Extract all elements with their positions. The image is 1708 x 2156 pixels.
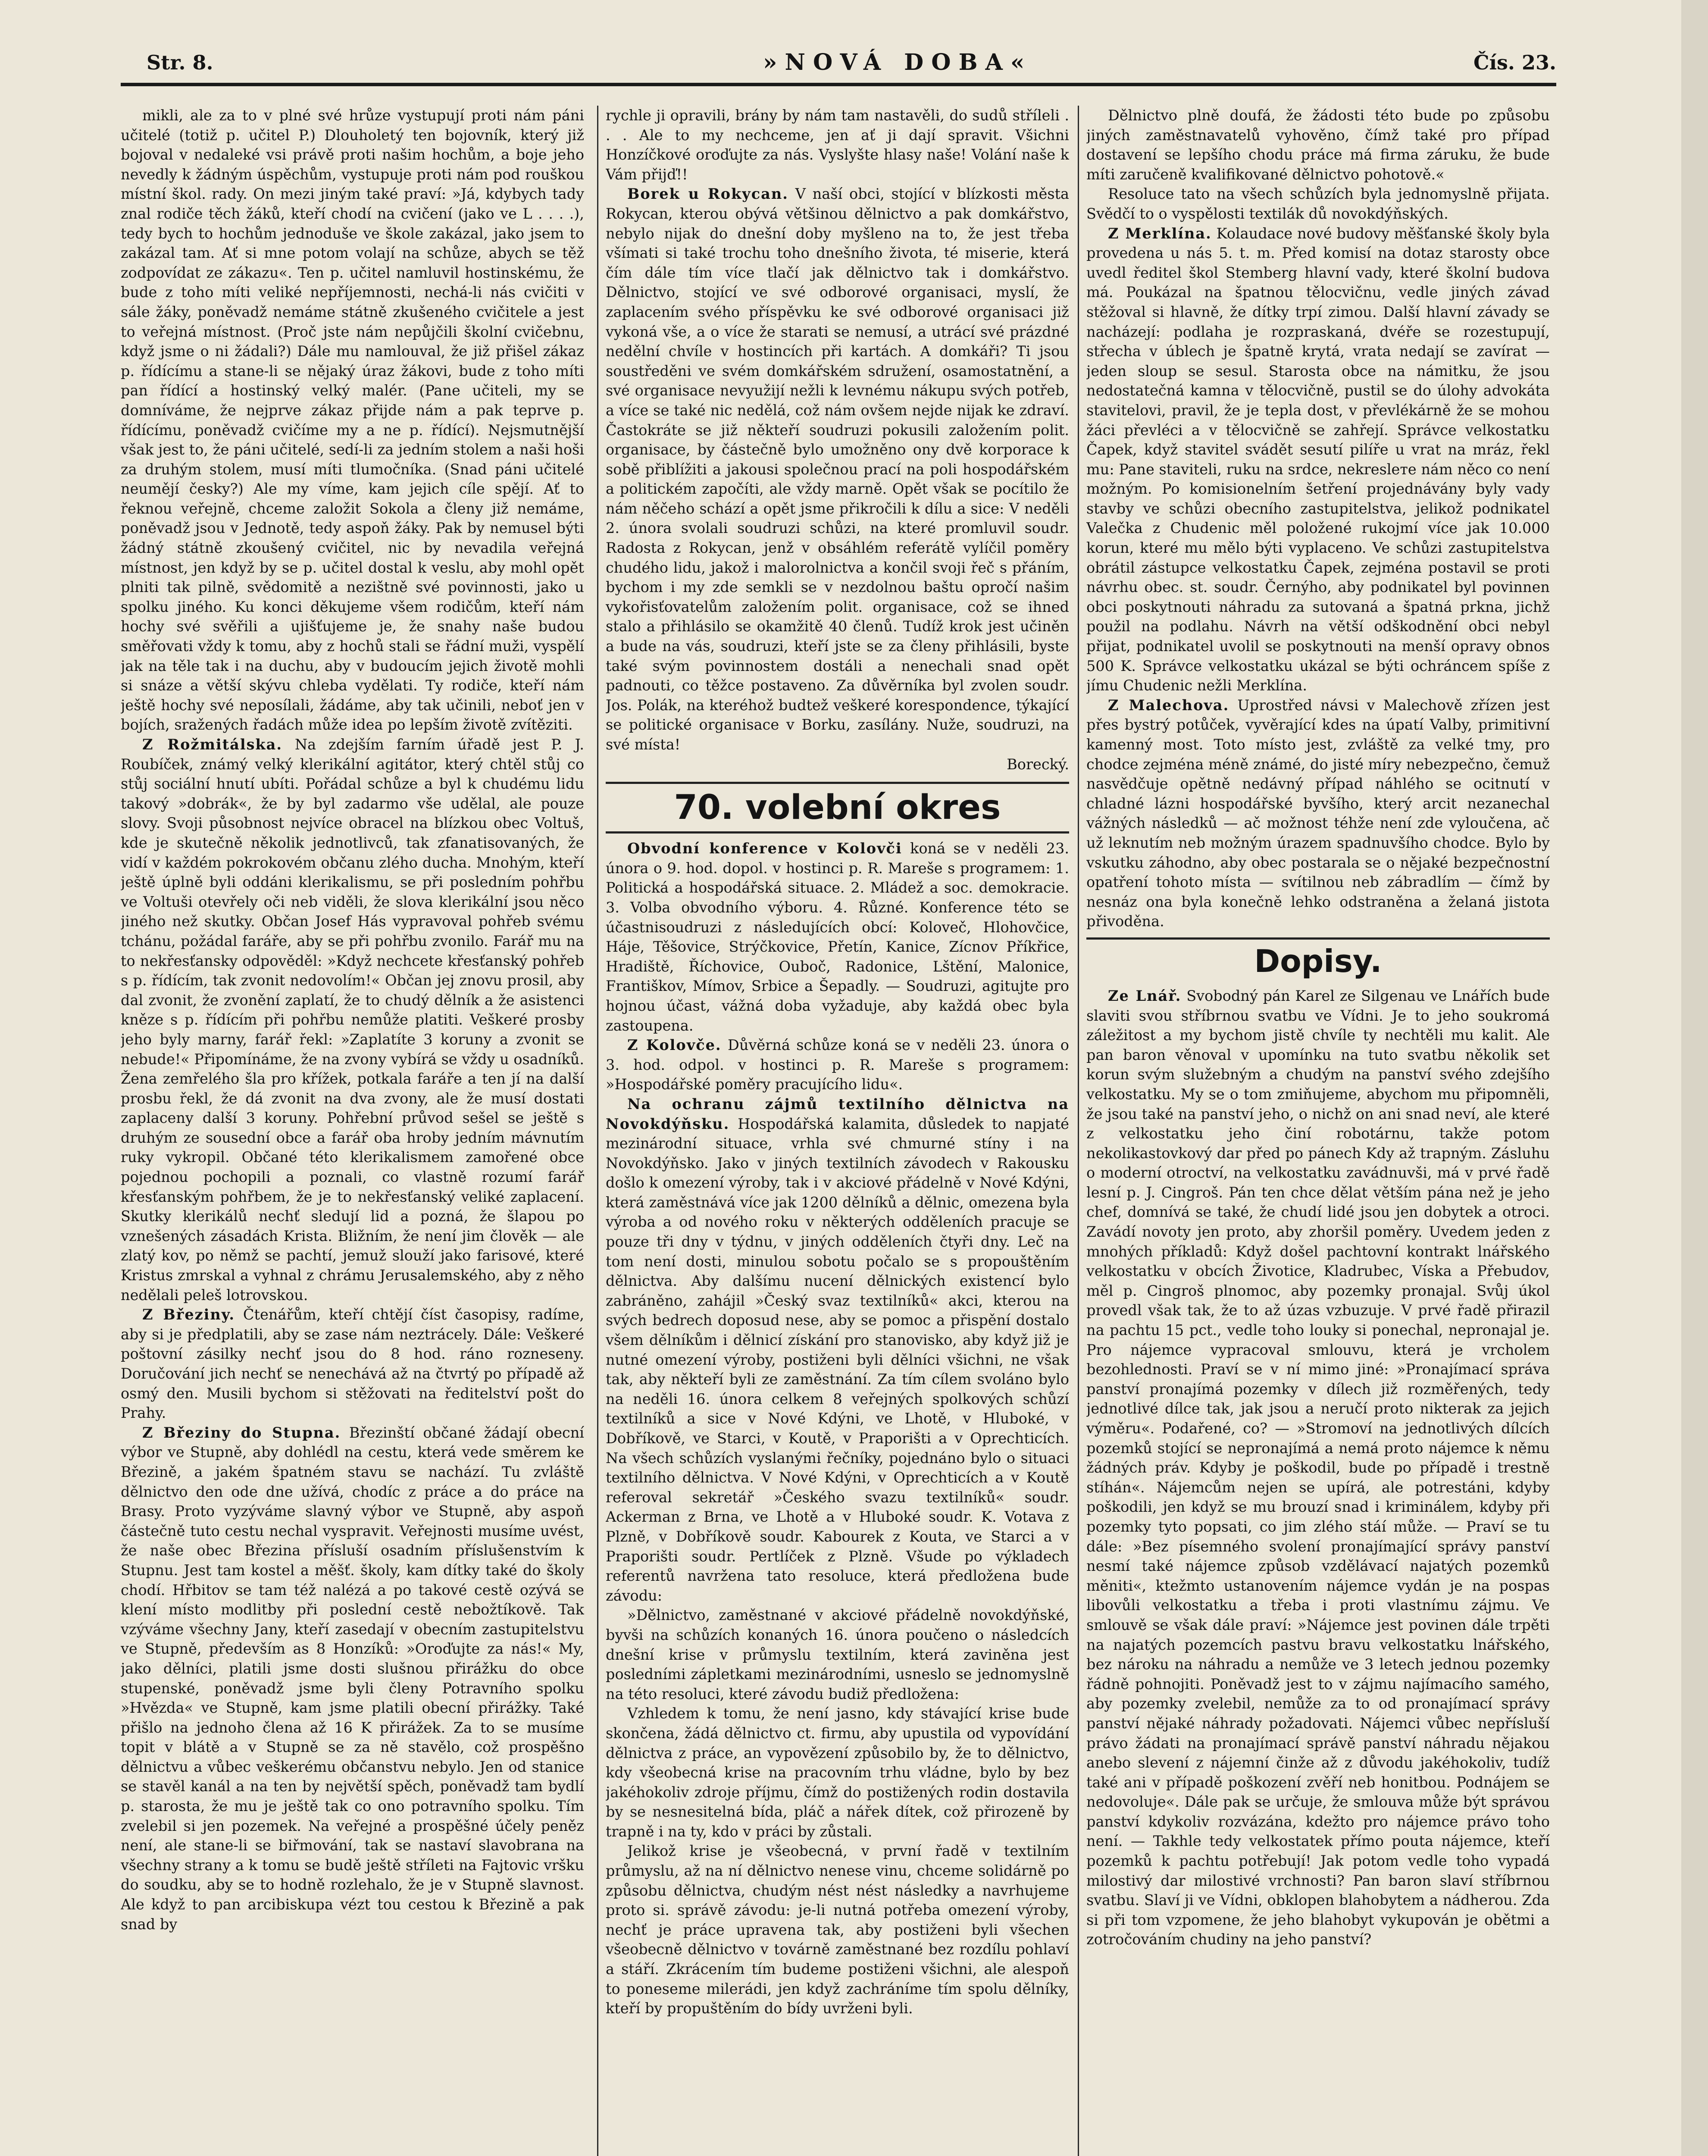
article-headline: Z Březiny. <box>142 1306 235 1323</box>
page-number: Str. 8. <box>147 51 213 74</box>
article-paragraph <box>121 106 584 735</box>
article-paragraph <box>1086 184 1550 223</box>
article-paragraph <box>121 1305 584 1423</box>
article-paragraph <box>606 1704 1069 1841</box>
article-headline: Z Malechova. <box>1108 696 1229 714</box>
page-header <box>121 43 1556 86</box>
article-text: Vzhledem k tomu, že není jasno, kdy stávající krise bude skončena, žádá dělnictvo ct. firmu, aby upustila od vypovídání dělnictva z práce, an vypovězení způsobilo by, že to dělnictvo, kdy všeobecná krise na pracovním trhu vládne, bylo by bez jakéhokoliv zdroje příjmu, čímž do postižených rodin dostavila by se nesnesitelná bída, pláč a nářek dítek, což přirozeně by trapně i na ty, kdo v práci by zůstali. <box>606 1705 1069 1840</box>
article-paragraph <box>606 839 1069 1035</box>
article-text: Resoluce tato na všech schůzích byla jednomyslně přijata. Svědčí to o vyspělosti textilák dů novokdýňských. <box>1086 185 1550 222</box>
article-paragraph <box>121 735 584 1305</box>
article-paragraph <box>1086 224 1550 696</box>
article-text: Dělnictvo plně doufá, že žádosti této bude po způsobu jiných zaměstnavatelů vyhověno, čímž také pro případ dostavení se lepšího chodu práce má firma záruku, že bude míti zaručeně kvalifikované dělnictvo pohotově.« <box>1086 107 1550 183</box>
article-text: rychle ji opravili, brány by nám tam nastavěli, do sudů stříleli . . . Ale to my nechceme, jen ať ji dají spravit. Všichni Honzíčkové oroďujte za nás. Vyslyšte hlasy naše! Volání naše k Vám přijď!! <box>606 107 1069 183</box>
article-headline: Obvodní konference v Kolovči <box>627 840 902 857</box>
article-headline: Ze Lnář. <box>1108 987 1182 1004</box>
article-text: Hospodářská kalamita, důsledek to napjaté mezinárodní situace, vrhla své chmurné stíny i na Novokdýňsko. Jako v jiných textilních závodech v Rakousku došlo k omezení výroby, tak i v akciové přádelně v Nové Kdýni, která zaměstnává více jak 1200 dělníků a dělnic, omezena byla výroba a od nového roku v některých odděleních pracuje se pouze tři dny v týdnu, v jiných odděleních čtyři dny. Leč na tom není dosti, minulou sobotu počalo se s propouštěním dělnictva. Aby dalšímu nucení dělnických existencí bylo zabráněno, zahájil »Český svaz textilníků« akci, kterou na svých bedrech doposud nese, aby se pomoc a přispění dostalo všem dělníkům i dělnicí získání pro stanovisko, aby když již je nutné omezení výroby, postiženi byli dělníci všichni, ne však tak, aby někteří byli ze zaměstnání. Za tím cílem svoláno bylo na neděli 16. února celkem 8 veřejných spolkových schůzí textilníků a sice v Nové Kdýni, ve Lhotě, v Hluboké, v Dobříkově, ve Starci, v Koutě, v Praporišti a v Oprechticích. Na všech schůzích vyslanými řečníky, pojednáno bylo o situaci textilního dělnictva. V Nové Kdýni, v Oprechticích a v Koutě referoval sekretář »Českého svazu textilníků« soudr. Ackerman z Brna, ve Lhotě a v Hluboké soudr. K. Votava z Plzně, v Dobříkově soudr. Kabourek z Kouta, ve Starci a v Praporišti soudr. Pertlíček z Plzně. Všude po výkladech referentů navržena tato resoluce, která předložena bude závodu: <box>606 1115 1069 1604</box>
article-headline: Z Rožmitálska. <box>142 736 283 753</box>
article-paragraph <box>606 1605 1069 1704</box>
issue-number: Čís. 23. <box>1473 51 1556 74</box>
article-paragraph <box>1086 106 1550 184</box>
article-text: Na zdejším farním úřadě jest P. J. Roubíček, známý velký klerikální agitátor, který chtěl stůj co stůj sociální hnutí ubíti. Pořádal schůze a byl k chudému lidu takový »dobrák«, že by byl zadarmo vše udělal, ale pouze slovy. Svoji působnost nejvíce obracel na blízkou obec Voltuš, kde je skutečně několik jednotlivců, tak zfanatisovaných, že vidí v každém pokrokovém občanu zlého ducha. Mnohým, kteří ještě úplně byli oddáni klerikalismu, se při posledním pohřbu ve Voltuši otevřely oči neb viděli, že slova klerikální jsou něco jiného než skutky. Občan Josef Hás vypravoval pohřeb svému tchánu, požádal faráře, aby se při pohřbu zvonilo. Farář mu na to nekřesťansky odpověděl: »Když nechcete křesťanský pohřeb s p. řídícím, tak zvonit nedovolím!« Občan jej znovu prosil, aby dal zvonit, že zvonění zaplatí, že to chudý dělník a že asistenci kněze s p. řídícím při pohřbu nemůže platiti. Veškeré prosby jeho byly marny, farář řekl: »Zaplatíte 3 koruny a zvonit se nebude!« Připomínáme, že na zvony vybírá se vždy u osadníků. Žena zemřelého šla pro křížek, potkala faráře a ten jí na další prosbu řekl, že dá zvonit na dva zvony, ale že musí dostati zaplaceny další 3 koruny. Pohřební průvod sešel se ještě s druhým ze sousední obce a farář oba hroby jedním mávnutím ruky vykropil. Občané této klerikalismem zamořené obce pojednou pochopili a poznali, co vlastně rozumí farář křesťanským pohřbem, že je to nekřesťanský veliké zaplacení. Skutky klerikálů nechť sledují lid a pozná, že šlapou po vznešených zásadách Krista. Bližním, že není jim člověk — ale zlatý kov, po němž se pachtí, jemuž slouží jako farisové, které Kristus zmrskal a vyhnal z chrámu Jerusalemského, aby z něho nedělali peleš lotrovskou. <box>121 736 584 1304</box>
article-paragraph <box>1086 696 1550 931</box>
article-text: Uprostřed návsi v Malechově zřízen jest přes bystrý potůček, vyvěrající kdes na úpatí Valby, primitivní kamenný most. Toto místo jest, zvláště za velké tmy, pro chodce zejména méně známé, do jisté míry nebezpečno, čemuž nasvědčuje opětně nedávný případ náhlého se ocitnutí v chladné lázni hospodářské byvšího, který arcit nezanechal vážných následků — ač možnost téhže není zde vyloučena, ač už leknutím neb možným úrazem spadnuvšího chodce. Bylo by vskutku záhodno, aby obec postarala se o nějaké bezpečnostní opatření tohoto místa — svítilnou neb zábradlím — čímž by nesnáz ona byla konečně lehko odstraněna a želaná jistota přivoděna. <box>1086 696 1550 930</box>
article-paragraph <box>606 184 1069 754</box>
article-paragraph <box>606 1035 1069 1094</box>
district-heading: 70. volební okres <box>606 782 1069 834</box>
column-2 <box>606 106 1069 2156</box>
article-paragraph <box>121 1423 584 1934</box>
article-text: Důvěrná schůze koná se v neděli 23. února o 3. hod. odpol. v hostinci p. R. Mareše s programem: »Hospodářské poměry pracujícího lidu«. <box>606 1037 1069 1093</box>
section-heading: Dopisy. <box>1086 937 1550 983</box>
article-headline: Z Merklína. <box>1108 225 1212 242</box>
column-1 <box>121 106 584 2156</box>
column-3 <box>1086 106 1550 2156</box>
article-text: Čtenářům, kteří chtějí číst časopisy, radíme, aby si je předplatili, aby se zase nám neztrácely. Dále: Veškeré poštovní zásilky nechť jsou do 8 hod. ráno rozneseny. Doručování jich nechť se nenechává až na čtvrtý po případě až osmý den. Musili bychom si stěžovati na ředitelství pošt do Prahy. <box>121 1306 584 1422</box>
column-divider <box>597 106 598 2156</box>
article-text: Svobodný pán Karel ze Silgenau ve Lnářích bude slaviti svou stříbrnou svatbu ve Vídni. Je to jeho soukromá záležitost a my bychom jistě chvíle ty nechtěli mu kalit. Ale pan baron věnoval v upomínku na tuto svatbu několik set korun svým služebným a chudým na panství svého zdejšího velkostatku. My se o tom zmiňujeme, abychom mu připomněli, že jsou také na panství jeho, o nichž on ani snad neví, ale které z velkostatku jeho činí robotárnu, takže potom nekolikastovkový dar před po pánech Kdy až trapným. Zásluhu o moderní otroctví, na velkostatku zavádnuvši, má v prvé řadě lesní p. J. Cingroš. Pán ten chce dělat větším pána než je jeho chef, domnívá se také, že chudí lidé jsou jen dobytek a otroci. Zavádí novoty jen proto, aby zhoršil poměry. Uvedem jeden z mnohých příkladů: Když došel pachtovní kontrakt lnářského velkostatku v obcích Životice, Kladrubec, Víska a Přebudov, měl p. Cingroš plnomoc, aby pozemky pronajal. Svůj úkol provedl však tak, že to až úzas vzbuzuje. V prvé řadě přirazil na pachtu 15 pct., vedle toho louky si ponechal, nepronajal je. Pro nájemce vypracoval smlouvu, která je vrcholem bezohlednosti. Praví se v ní mimo jiné: »Pronajímací správa panství pronajímá pozemky v dílech již rozměřených, tedy jednotlivé dílce tak, jak jsou a neručí proto nikterak za jejich výměru«. Podařené, co? — »Stromoví na jednotlivých dílcích pozemků stojící se nepronajímá a nemá proto nájemce k němu žádných práv. Kdyby je poškodil, bude po případě i trestně stíhán«. Nájemcům nejen se upírá, ale potrestáni, kdyby poškodili, jen když se mu brouzí snad i kriminálem, kdyby při pozemky tyto popsati, co jim zlého stáí může. — Praví se tu dále: »Bez písemného svolení pronajímající správy panství nesmí také nájemce způsob vzdělávací najatých pozemků měniti«, ktežmto ustanovením nájemce vydán je na pospas libovůli velkostatku a třeba i proti vlastnímu zájmu. Ve smlouvě se však dále praví: »Nájemce jest povinen dále trpěti na najatých pozemcích pastvu bravu velkostatku lnářského, bez nároku na náhradu a nemůže ve 3 letech jednou pozemky řádně pohnojiti. Poněvadž jest to v zájmu najímacího samého, aby pozemky zvelebil, nemůže za to od pronajímací správy panství nějaké náhrady požadovati. Nájemci vůbec nepřísluší právo žádati na pronajímací správě panství náhradu nějakou anebo slevení z nájemní činže až z důvodu jakéhokoliv, tudíž také ani v případě poškození zvěří neb honitbou. Podnájem se nedovoluje«. Dále pak se určuje, že smlouva může být správou panství kdykoliv rozvázána, kdežto pro nájemce právo toho není. — Takhle tedy velkostatek přímo pouta nájemce, kteří pozemků k pachtu potřebují! Jak potom vedle toho vypadá milostivý dar milostivé vrchnosti? Pan baron slaví stříbrnou svatbu. Slaví ji ve Vídni, obklopen blahobytem a nádherou. Zda si při tom vzpomene, že jeho blahobyt vykupován je obětmi a zotročováním chudiny na jeho panství? <box>1086 987 1550 1948</box>
article-paragraph <box>1086 986 1550 1949</box>
article-headline: Z Kolovče. <box>627 1037 722 1054</box>
article-paragraph <box>606 1094 1069 1605</box>
article-text: Jelikož krise je všeobecná, v první řadě v textilním průmyslu, až na ní dělnictvo nenese vinu, chceme solidárně po způsobu dělnictva, chudým nést nést následky a navrhujeme proto si. správě závodu: je-li nutná potřeba omezení výroby, nechť je práce upravena tak, aby postiženi byli všechen všeobecně dělnictvo v továrně zaměstnané bez rozdílu pohlaví a stáří. Zkrácením tím budeme postiženi všichni, ale alespoň to poneseme milerádi, jen když zachráníme tím spolu dělníky, kteří by propuštěním do bídy uvrženi byli. <box>606 1843 1069 2017</box>
article-paragraph <box>606 106 1069 184</box>
article-text: »Dělnictvo, zaměstnané v akciové přádelně novokdýňské, byvši na schůzích konaných 16. února poučeno o následcích dnešní krise v průmyslu textilním, která zaviněna jest posledními zápletkami mezinárodními, usneslo se jednomyslně na této resoluci, které závodu budiž předložena: <box>606 1607 1069 1702</box>
article-paragraph <box>606 1841 1069 2018</box>
article-text: Kolaudace nové budovy měšťanské školy byla provedena u nás 5. t. m. Před komisí na dotaz starosty obce uvedl ředitel škol Stemberg hlavní vady, které školní budova má. Poukázal na špatnou tělocvičnu, vedle jiných závad stěžoval si hlavně, že dítky trpí zimou. Další hlavní závady se nacházejí: podlaha je rozpraskaná, dvéře se rozestupují, střecha v úblech je špatně krytá, vrata nedají se zavírat — jeden sloup se sesul. Starosta obce na námitku, že jsou nedostatečná kamna v tělocvičně, pustil se do úlohy advokáta stavitelovi, pravil, že je tepla dost, v převlékárně že se mohou žáci převléci a v tělocvičně se zahřejí. Správce velkostatku Čapek, když stavitel svádět sesutí pilíře u vrat na mráz, řekl mu: Pane staviteli, ruku na srdce, nekresleте nám něco co není možným. Po komisionelním šetření projednávány byly vady stavby ve schůzi obecního zastupitelstva, jelikož podnikatel Valečka z Chudenic měl položené rukojmí více jak 10.000 korun, které mu mělo býti vyplaceno. Ve schůzi zastupitelstva obrátil zástupce velkostatku Čapek, zejména postavil se proti návrhu obec. st. soudr. Černýho, aby podnikatel byl povinnen obci poskytnouti náhradu za sutovaná a špatná prkna, jichž použil na podlahu. Návrh na větší odškodnění obci nebyl přijat, podnikatel uvolil se poskytnouti na menší opravy obnos 500 K. Správce velkostatku ukázal se býti ochráncem spíše z jímu Chudenic nežli Merklína. <box>1086 225 1550 694</box>
article-text: Březinští občané žádají obecní výbor ve Stupně, aby dohlédl na cestu, která vede směrem ke Březině, a jakém špatném stavu se nachází. Tu zvláště dělnictvo den ode dne užívá, chodíc z práce a do práce na Brasy. Proto vyzýváme slavný výbor ve Stupně, aby aspoň částečně tuto cestu nechal vyspravit. Veřejnosti musíme uvést, že naše obec Březina přísluší osadním příslušenstvím k Stupnu. Jest tam kostel a měšť. školy, kam dítky také do školy chodí. Hřbitov se tam též nalézá a po takové cestě ozývá se klení místo modlitby při poslední cestě nebožtíkově. Tak vzýváme všechny Jany, kteří zasedají v obecním zastupitelstvu ve Stupně, především as 8 Honzíků: »Oroďujte za nás!« My, jako dělníci, platili jsme dosti slušnou přirážku do obce stupenské, poněvadž jsme byli členy Potravního spolku »Hvězda« ve Stupně, kam jsme platili obecní přirážky. Také přišlo na jednoho člena až 16 K přirážek. Za to se musíme topit v blátě a v Stupně se za ně stavělo, což prospěšno dělnictvu a vůbec veškerému občanstvu nebylo. Jen od stanice se stavěl kanál a na ten by největší spěch, poněvadž tam bydlí p. starosta, že mu je ještě tak co ono potravního spolku. Tím zvelebil si jen pozemek. Na veřejné a prospěšné účely peněz není, ale stane-li se biřmování, tak se nastaví slavobrana na všechny strany a k tomu se budě ještě stříleti na Fajtovic vršku do soudku, aby se to hodně rozlehalo, že je v Stupně slavnost. Ale když to pan arcibiskupa vézt tou cestou k Březině a pak snad by <box>121 1424 584 1933</box>
article-headline: Borek u Rokycan. <box>627 185 788 203</box>
article-text: koná se v neděli 23. února o 9. hod. dopol. v hostinci p. R. Mareše s programem: 1. Politická a hospodářská situace. 2. Mládež a soc. demokracie. 3. Volba obvodního výboru. 4. Různé. Konference této se účastnisoudruzi z následujících obcí: Koloveč, Hlohovčice, Háje, Těšovice, Strýčkovice, Přetín, Kanice, Zícnov Příkřice, Hradiště, Říchovice, Ouboč, Radonice, Lštění, Malonice, Františkov, Mímov, Srbice a Šepadly. — Soudruzi, agitujte pro hojnou účast, vážná doba vyžaduje, aby každá obec byla zastoupena. <box>606 840 1069 1034</box>
article-text: V naší obci, stojící v blízkosti města Rokycan, kterou obývá většinou dělnictvo a pak domkářstvo, nebylo nijak do dnešní doby myšleno na to, že jest třeba všímati si také trochu toho dnešního života, té miserie, která čím dále tím více tlačí jak dělnictvo tak i domkářstvo. Dělnictvo, stojící ve své odborové organisaci, myslí, že zaplacením svého příspěvku ke své odborové organisaci již vykoná vše, a o více že starati se nemusí, a utrácí své prázdné nedělní chvíle v hostincích při kartách. A domkáři? Ti jsou soustředěni ve svém domkářském sdružení, osamostatnění, a své organisace nevyužijí nežli k levnému nákupu svých potřeb, a více se také nic nedělá, což nám ovšem nejde nijak ke zdraví. Častokráte se již někteří soudruzi pokusili založením polit. organisace, by částečně bylo umožněno ony dvě korporace k sobě přiblížiti a jakousi společnou prací na poli hospodářském a politickém započíti, ale vždy marně. Opět však se pocítilo že nám něčeho schází a opět jsme přikročili k dílu a sice: V neděli 2. února svolali soudruzi schůzi, na které promluvil soudr. Radosta z Rokycan, jenž v obsáhlém referátě vylíčil poměry chudého lidu, jakož i malorolnictva a končil svoji řeč s přáním, bychom i my zde semkli se v nezdolnou baštu opročí našim vykořisťovatelům založením polit. organisace, což se ihned stalo a přihlásilo se okamžitě 40 členů. Tudíž krok jest učiněn a bude na vás, soudruzi, kteří jste se za členy přihlásili, byste také svým povinnostem dostáli a nenechali snad opět padnouti, co těžce postaveno. Za důvěrníka byl zvolen soudr. Jos. Polák, na kteréhož budtež veškeré korespondence, týkající se politické organisace v Borku, zasílány. Nuže, soudruzi, na své místa! <box>606 185 1069 753</box>
article-signature: Borecký. <box>1007 755 1069 773</box>
column-divider <box>1078 106 1079 2156</box>
article-headline: Na ochranu zájmů textilního dělnictva na Novokdýňsku. <box>606 1095 1069 1132</box>
article-text: mikli, ale za to v plné své hrůze vystupují proti nám páni učitelé (totiž p. učitel P.) Dlouholetý ten bojovník, který již bojoval v nedaleké vsi právě proti našim hochům, a boje jeho nevedly k žádným úspěchům, vystupuje proti nám pod rouškou místní škol. rady. On mezi jiným také praví: »Já, kdybych tady znal rodiče těch žáků, kteří chodí na cvičení (jako ve L . . . .), tedy bych to hochům jednoduše ve škole zakázal, jako jsem to zakázal tam. Ať si mne potom volají na schůze, abych se těž zodpovídat ze zákazu«. Ten p. učitel namluvil hostinskému, že bude z toho míti veliké nepříjemnosti, nechá-li nás cvičiti v sále žáky, poněvadž nemáme státně zkušeného cvičitele a jest to veřejná místnost. (Proč jste nám nepůjčili školní cvičebnu, když jsme o ni žádali?) Dále mu namlouval, že již přišel zákaz p. řídícímu a stane-li se nějaký úraz žákovi, bude z toho míti pan řídící a hostinský velký malér. (Pane učiteli, my se domníváme, že nejprve zákaz přijde nám a pak teprve p. řídícímu, poněvadž cvičíme my a ne p. řídící). Nejsmutnější však jest to, že páni učitelé, sedí-li za jedním stolem a naši hoši za druhým stolem, musí míti tlumočníka. (Snad páni učitelé neumějí česky?) Ale my víme, kam jejich cíle spějí. Ať to řeknou veřejně, chceme založit Sokola a členy již nemáme, poněvadž jsou v Jednotě, tedy aspoň žáky. Pak by nemusel býti žádný státně zkoušený cvičitel, nic by nevadila veřejná místnost, jen když by se p. učitel dostal k veslu, aby mohl opět plniti tak pilně, svědomitě a nezištně své povinnosti, jako u spolku jiného. Ku konci děkujeme všem rodičům, kteří nám hochy své svěřili a ujišťujeme je, že snahy naše budou směřovati vždy k tomu, aby z hochů stali se řádní muži, vyspělí jak na těle tak i na duchu, aby v budoucím jejich životě mohli si snáze a větší skývu chleba vydělati. Ty rodiče, kteří nám ještě hochy své neposílali, žádáme, aby tak učinili, neboť jen v bojích, sražených řadách může idea po lepším životě zvítěziti. <box>121 107 584 733</box>
article-headline: Z Březiny do Stupna. <box>142 1424 341 1441</box>
newspaper-title: »NOVÁ DOBA« <box>763 49 1032 75</box>
page-edge <box>1681 0 1708 2156</box>
